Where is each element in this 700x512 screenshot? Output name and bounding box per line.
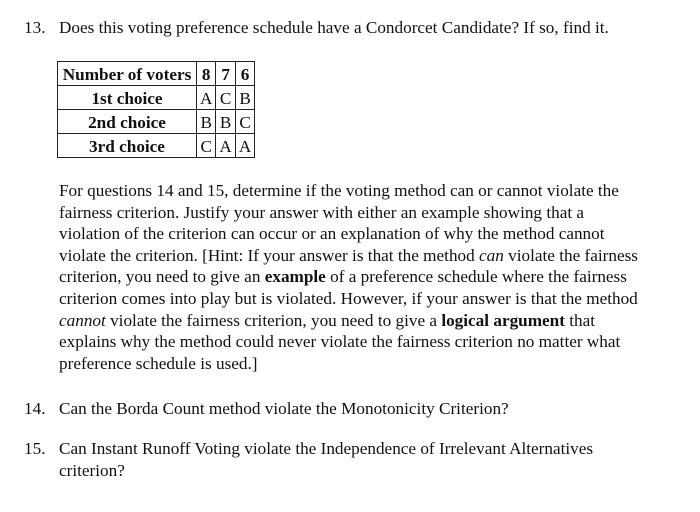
choice-cell: B	[235, 86, 254, 110]
choice-cell: A	[197, 86, 216, 110]
row-label-3rd-choice: 3rd choice	[58, 134, 197, 158]
voter-count: 7	[216, 62, 235, 86]
instructions-line: explains why the method could never violate the fairness criterion no matter what	[59, 332, 621, 352]
choice-cell: C	[235, 110, 254, 134]
question-14-text: Can the Borda Count method violate the Monotonicity Criterion?	[59, 399, 509, 418]
instructions-line	[59, 245, 699, 267]
row-label-2nd-choice: 2nd choice	[58, 110, 197, 134]
question-13	[24, 17, 609, 39]
header-number-of-voters: Number of voters	[58, 62, 197, 86]
choice-cell: C	[197, 134, 216, 158]
instructions-text: criterion, you need to give an	[59, 267, 265, 287]
question-14	[24, 398, 509, 420]
question-15-number: 15.	[24, 439, 46, 458]
instructions-paragraph	[59, 180, 699, 374]
table-row	[58, 86, 255, 110]
instructions-line	[59, 266, 699, 288]
question-14-number: 14.	[24, 399, 46, 418]
emphasis-can: can	[479, 245, 504, 265]
instructions-line: criterion comes into play but is violated. However, if your answer is that the method	[59, 288, 638, 308]
instructions-line: violation of the criterion can occur or an explanation of why the method cannot	[59, 224, 605, 244]
question-15	[24, 438, 593, 482]
question-15-line: criterion?	[59, 461, 125, 480]
question-15-line	[24, 438, 593, 460]
question-13-number: 13.	[24, 18, 46, 37]
question-13-text: Does this voting preference schedule have a Condorcet Candidate? If so, find it.	[59, 18, 609, 37]
voter-count: 6	[235, 62, 254, 86]
question-15-text: Can Instant Runoff Voting violate the Independence of Irrelevant Alternatives	[59, 439, 594, 458]
voter-count: 8	[197, 62, 216, 86]
row-label-1st-choice: 1st choice	[58, 86, 197, 110]
table-row	[58, 110, 255, 134]
choice-cell: B	[197, 110, 216, 134]
instructions-text: of a preference schedule where the fairness	[325, 267, 627, 287]
instructions-line: preference schedule is used.]	[59, 353, 258, 373]
instructions-line: For questions 14 and 15, determine if the voting method can or cannot violate the	[59, 181, 619, 200]
table-row	[58, 62, 255, 86]
instructions-line: fairness criterion. Justify your answer with either an example showing that a	[59, 202, 585, 222]
emphasis-example: example	[264, 267, 326, 287]
instructions-text: violate the criterion. [Hint: If your answer is that the method	[59, 245, 480, 265]
preference-schedule-table	[57, 61, 255, 158]
choice-cell: B	[216, 110, 235, 134]
instructions-line	[59, 310, 699, 332]
emphasis-logical-argument: logical argument	[441, 310, 565, 330]
instructions-text: that	[564, 310, 596, 330]
choice-cell: A	[235, 134, 254, 158]
emphasis-cannot: cannot	[59, 310, 106, 330]
instructions-text: violate the fairness	[503, 245, 638, 265]
instructions-text: violate the fairness criterion, you need to give a	[105, 310, 442, 330]
table-row	[58, 134, 255, 158]
choice-cell: C	[216, 86, 235, 110]
choice-cell: A	[216, 134, 235, 158]
